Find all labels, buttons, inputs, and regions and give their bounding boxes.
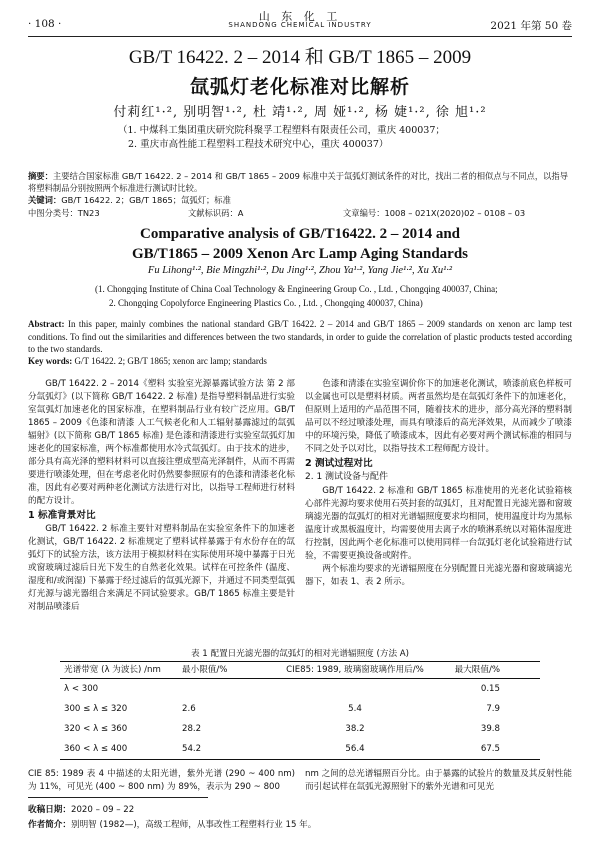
- section-1-heading: 1 标准背景对比: [28, 510, 96, 521]
- affiliation-en-1: (1. Chongqing Institute of China Coal Technology & Engineering Group Co. , Ltd. , Chongqing 400037, China;: [95, 284, 498, 294]
- keywords-cn: [28, 194, 231, 206]
- table-1-caption: 表 1 配置日光滤光器的氙弧灯的相对光谱辐照度 (方法 A): [190, 649, 410, 659]
- issue-info: 2021 年第 50 卷: [490, 20, 572, 32]
- table-row: [60, 679, 540, 700]
- after-table-left: CIE 85: 1989 表 4 中描述的太阳光谱，紫外光谱 (290 ~ 400 nm) 为 11%，可见光 (400 ~ 800 nm) 为 89%，表示为 290 ~ 800: [28, 769, 295, 792]
- affiliation-cn-2: 2. 重庆市高性能工程塑料工程技术研究中心，重庆 400037）: [128, 139, 389, 150]
- table-row: [60, 699, 540, 719]
- table-cell: 38.2: [345, 724, 365, 734]
- table-cell: 28.2: [182, 724, 202, 734]
- keywords-en-label: Key words:: [28, 356, 73, 366]
- abstract-en-label: Abstract:: [28, 319, 65, 329]
- abstract-en: [28, 318, 572, 356]
- section-2-1-paragraph: GB/T 16422. 2 标准和 GB/T 1865 标准使用的光老化试验箱核心部件光源均要求使用石英封套的氙弧灯，且对配置日光滤光器和窗玻璃滤光器的氙弧灯的相对光谱辐照度要求均相同，使用温度计均为黑标温度计或黑板温度计，均需要使用去离子水的喷淋系统以对箱体湿度进行控制，因此两个老化标准可以使用同样一台氙弧灯老化试验箱进行试验，不需要更换设备或附件。: [305, 486, 572, 561]
- journal-name-cn: 山 东 化 工: [258, 10, 342, 23]
- affiliation-cn-1: （1. 中煤科工集团重庆研究院科聚孚工程塑料有限责任公司，重庆 400037；: [118, 125, 445, 136]
- abstract-cn-label: 摘要：: [28, 171, 53, 181]
- section-1-paragraph: GB/T 16422. 2 标准主要针对塑料制品在实验室条件下的加速老化测试，GB/T 16422. 2 标准规定了塑料试样暴露于有水份存在的氙弧灯下的试验方法，该方法用于模拟材料在实际使用环境中暴露于日光或窗玻璃过滤后日光下发生的自然老化效果。试样在可控条件 (温度、湿度和/或润湿) 下暴露于经过滤后的氙弧光源下，并通过不同类型氙弧灯光源与滤光器组合来满足不同试验要求。GB/T 1865 标准主要是针对制品喷漆后: [28, 524, 295, 612]
- table-cell: 5.4: [348, 704, 362, 714]
- article-number: 文章编号：1008 – 021X(2020)02 – 0108 – 03: [343, 208, 526, 218]
- table-cell: 300 ≤ λ ≤ 320: [64, 704, 128, 714]
- received-date: [28, 803, 572, 815]
- author-bio: [28, 818, 572, 830]
- table-cell: 54.2: [182, 744, 202, 754]
- table-intro-paragraph: 两个标准均要求的光谱辐照度在分别配置日光滤光器和窗玻璃滤光器下，如表 1、表 2 所示。: [305, 564, 572, 587]
- body-column-left: [28, 378, 295, 614]
- table-cell: 0.15: [480, 684, 500, 694]
- keywords-cn-text: GB/T 16422. 2；GB/T 1865；氙弧灯；标准: [61, 195, 231, 205]
- table-cell: 39.8: [480, 724, 500, 734]
- body-column-right: [305, 378, 572, 589]
- affiliation-en-2: 2. Chongqing Copolyforce Engineering Plastics Co. , Ltd. , Chongqing 400037, China): [109, 298, 423, 308]
- keywords-en: [28, 356, 267, 366]
- table-cell: [266, 679, 444, 700]
- keywords-cn-label: 关键词：: [28, 195, 62, 205]
- table-row: [60, 719, 540, 739]
- table-cell: [178, 679, 266, 700]
- keywords-en-text: G/T 16422. 2; GB/T 1865; xenon arc lamp; standards: [74, 356, 267, 366]
- section-2-1-heading: 2. 1 测试设备与配件: [305, 472, 389, 482]
- table-cell: 56.4: [345, 744, 365, 754]
- table-cell: λ < 300: [64, 684, 99, 694]
- after-table-right: nm 之间的总光谱辐照百分比。由于暴露的试验片的数量及其反射性能而引起试样在氙弧光源照射下的紫外光谱和可见光: [305, 769, 572, 792]
- page-number: · 108 ·: [28, 18, 62, 30]
- abstract-cn: [28, 170, 572, 194]
- abstract-cn-text: 主要结合国家标准 GB/T 16422. 2 – 2014 和 GB/T 1865 – 2009 标准中关于氙弧灯测试条件的对比，找出二者的相似点与不同点，以指导将塑料制品分别按照两个标准进行测试时比较。: [28, 171, 569, 193]
- header-divider: [28, 36, 572, 37]
- table-cell: 7.9: [486, 704, 500, 714]
- table-header-cell: 最小限值/%: [182, 665, 228, 675]
- table-row: [60, 739, 540, 760]
- class-number: 中图分类号：TN23: [28, 208, 100, 218]
- author-bio-label: 作者简介：: [28, 820, 71, 830]
- received-label: 收稿日期：: [28, 805, 71, 815]
- table-header-cell: CIE85: 1989, 玻璃窗玻璃作用后/%: [286, 665, 424, 675]
- table-header-cell: 最大限值/%: [454, 665, 500, 675]
- journal-name-en: SHANDONG CHEMICAL INDUSTRY: [228, 21, 372, 29]
- intro-paragraph: GB/T 16422. 2 – 2014《塑料 实验室光源暴露试验方法 第 2 部分氙弧灯》(以下简称 GB/T 16422. 2 标准) 是指导塑料制品进行实验室氙弧灯加速老化的国家标准，在塑料制品行业有较广泛应用。GB/T 1865 – 2009《色漆和清漆 人工气候老化和人工辐射暴露滤过的氙弧辐射》(以下简称 GB/T 1865 标准) 是色漆和清漆进行实验室氙弧灯加速老化的国家标准，两个标准都使用水冷式氙弧灯。由于技术的进步，部分具有高光泽的塑料材料可以直接注塑成型高光泽制件，从而不再需要进行喷漆处理，但在考虑老化时仍然要参照原有的色漆和清漆老化标准，因此有必要对两种老化测试方法进行对比，以指导工程师进行材料的配方设计。: [28, 379, 295, 506]
- title-en-line2: GB/T1865 – 2009 Xenon Arc Lamp Aging Standards: [131, 246, 469, 262]
- table-cell: 67.5: [480, 744, 500, 754]
- affiliations-cn: [118, 124, 518, 152]
- received-value: 2020 – 09 – 22: [70, 805, 135, 815]
- authors-en: Fu Lihong¹·², Bie Mingzhi¹·², Du Jing¹·², Zhou Ya¹·², Yang Jie¹·², Xu Xu¹·²: [147, 265, 453, 276]
- title-cn-line1: GB/T 16422. 2 – 2014 和 GB/T 1865 – 2009: [128, 47, 472, 68]
- section-1-continued: 色漆和清漆在实验室调价你下的加速老化测试，喷漆前底色样板可以金属也可以是塑料材质。两者虽然均是在氙弧灯条件下的加速老化，但原则上适用的产品范围不同，随着技术的进步，部分高光泽的塑料制品可以不经过喷漆处理，而具有喷漆后的高光泽效果，从而减少了喷漆中的环境污染，降低了喷漆成本，因此有必要对两个测试标准的相同与不同之处予以对比，以指导技术工程师配方设计。: [305, 379, 572, 454]
- footnote-divider: [28, 797, 208, 798]
- affiliations-en: [95, 282, 575, 310]
- title-en-line1: Comparative analysis of GB/T16422. 2 – 2014 and: [139, 226, 461, 242]
- author-bio-value: 别明智 (1982—)，高级工程师，从事改性工程塑料行业 15 年。: [70, 820, 317, 830]
- title-cn-line2: 氙弧灯老化标准对比解析: [189, 76, 410, 98]
- table-cell: 320 < λ ≤ 360: [64, 724, 128, 734]
- table-1: [60, 661, 540, 760]
- document-code: 文献标识码：A: [188, 208, 244, 218]
- title-en: [28, 224, 572, 264]
- table-header-cell: 光谱带宽 (λ 为波长) /nm: [64, 665, 161, 675]
- running-header: [28, 6, 572, 36]
- abstract-en-text: In this paper, mainly combines the national standard GB/T 16422. 2 – 2014 and GB/T 1865 – 2009 standards on xenon arc lamp test conditions. To find out the similarities and differences between the two standards, in order to guide the correlation of plastic products tested according to the two standards.: [28, 319, 572, 354]
- authors-cn: 付莉红¹·², 别明智¹·², 杜 靖¹·², 周 娅¹·², 杨 婕¹·², 徐 旭¹·²: [113, 105, 487, 120]
- table-cell: 360 < λ ≤ 400: [64, 744, 128, 754]
- table-cell: 2.6: [182, 704, 196, 714]
- table-header-row: [60, 662, 540, 679]
- section-2-heading: 2 测试过程对比: [305, 458, 373, 469]
